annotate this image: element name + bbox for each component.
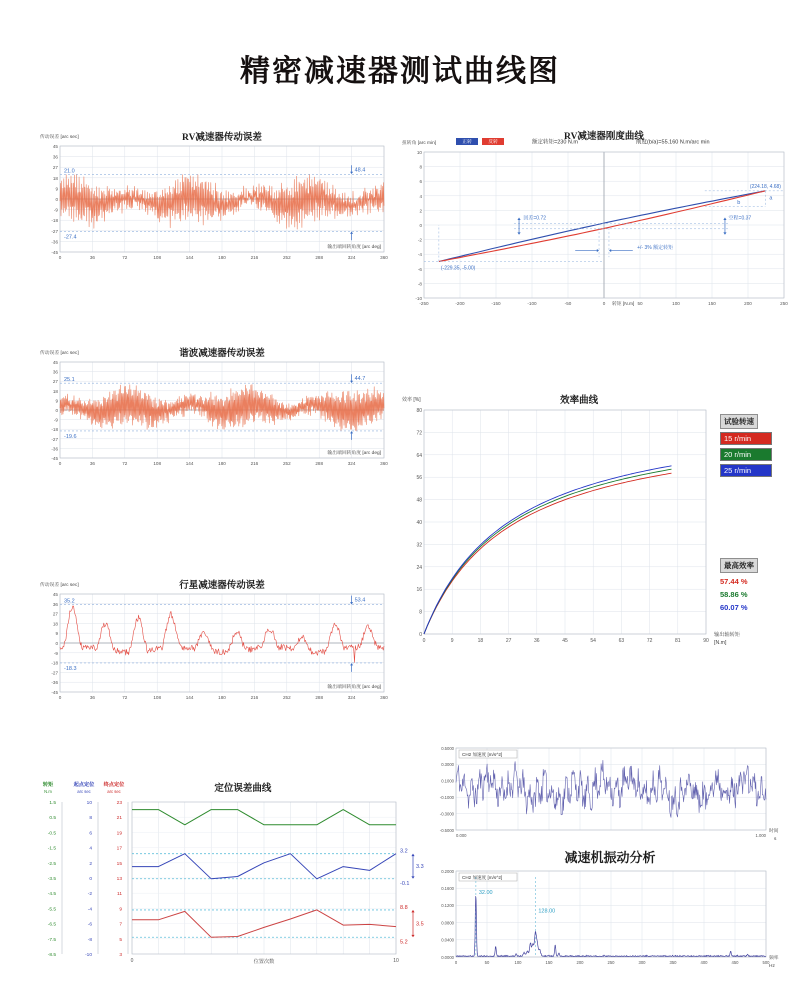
axis-tick: -2: [87, 892, 92, 898]
x-tick: 0: [130, 958, 134, 964]
axis-unit: arc sec: [77, 789, 91, 794]
axis-tick: -6.5: [47, 922, 56, 928]
x-tick: 288: [315, 695, 324, 700]
axis-tick: -0.5: [47, 831, 56, 837]
lower-envelope-value: -27.4: [64, 234, 77, 241]
x-tick: 216: [250, 695, 259, 700]
y-tick: -9: [53, 207, 58, 213]
x-end: 1.000: [755, 833, 766, 838]
axis-tick: -8: [87, 937, 92, 943]
y-axis-label: 传动误差 [arc sec]: [40, 583, 79, 588]
axis-tick: 0.5: [49, 816, 56, 822]
axis-tick: 23: [116, 801, 122, 806]
x-axis-label: 转矩 [N.m]: [612, 302, 635, 307]
axis-tick: -5.5: [47, 907, 56, 913]
x-tick: 200: [744, 301, 752, 306]
x-tick: 300: [638, 960, 646, 965]
chart-rv-transmission-error: [38, 130, 390, 278]
band-top-value: 8.8: [400, 904, 408, 911]
y-tick: -4: [417, 252, 422, 258]
y-tick: 27: [52, 379, 58, 385]
axis-unit: N.m: [44, 789, 52, 794]
x-start: 0.000: [456, 833, 467, 838]
axis-tick: 9: [119, 907, 122, 913]
x-tick: 0: [58, 255, 62, 260]
x-tick: 0: [422, 638, 426, 644]
y-tick: -36: [51, 239, 58, 245]
band-top-value: 3.2: [400, 848, 408, 855]
y-tick: 0.2000: [441, 868, 454, 874]
y-tick: -27: [51, 436, 58, 442]
max-eff-value-15rpm: 57.44 %: [720, 577, 748, 586]
upper-envelope-value: 25.1: [64, 377, 75, 384]
y-axis-label: 传动误差 [arc sec]: [40, 351, 79, 356]
chart-title: 行星减速器传动误差: [179, 581, 265, 591]
x-tick: 500: [762, 960, 770, 965]
chart-title: RV减速器刚度曲线: [564, 132, 644, 142]
upper-envelope-value: 21.0: [64, 168, 75, 175]
axis-tick: -1.5: [47, 846, 56, 852]
y-tick: 0.0800: [441, 920, 454, 926]
chart-title: 效率曲线: [560, 396, 599, 406]
x-tick: 108: [153, 695, 162, 700]
x-tick: 288: [315, 461, 324, 466]
y-tick: 56: [416, 475, 422, 482]
y-tick: 0.0000: [441, 954, 454, 960]
x-tick: 63: [618, 638, 625, 644]
axis-tick: 1.5: [49, 801, 56, 806]
y-tick: 8: [419, 164, 422, 170]
y-tick: 36: [52, 154, 58, 160]
y-tick: -27: [51, 670, 58, 676]
y-tick: -0.1000: [439, 795, 454, 800]
x-tick: 36: [89, 255, 95, 260]
x-tick: 252: [282, 461, 291, 466]
stiffness-text: 刚度(b/a)=55.160 N.m/arc min: [636, 139, 710, 146]
y-tick: 36: [52, 369, 58, 375]
y-tick: -18: [51, 218, 58, 224]
x-tick: 150: [545, 960, 553, 965]
x-tick: 216: [250, 255, 259, 260]
bracket-b-label: b: [737, 199, 741, 206]
y-tick: -27: [51, 228, 58, 234]
axis-tick: 17: [116, 846, 122, 852]
y-tick: 27: [52, 165, 58, 171]
total-error-value: 44.7: [354, 376, 366, 383]
y-tick: 2: [419, 208, 422, 214]
y-tick: 10: [416, 150, 422, 155]
legend-label: 正转: [462, 140, 472, 146]
x-tick: -50: [564, 301, 572, 306]
y-tick: 9: [55, 631, 58, 637]
chart-vibration-spectrum: [428, 863, 792, 975]
y-tick: 0: [55, 408, 58, 413]
x-tick: 144: [185, 695, 194, 700]
band-span-value: 3.3: [416, 864, 424, 871]
cursor-value: 128.00: [538, 908, 556, 915]
x-axis-label: 输出端回转角度 [arc deg]: [327, 245, 381, 250]
p-positioning-svg: [12, 778, 430, 976]
x-tick: 216: [250, 461, 259, 466]
x-axis-label: 输出端回转角度 [arc deg]: [327, 685, 381, 690]
x-tick: 144: [185, 255, 194, 260]
axis-tick: -6: [87, 922, 92, 928]
x-tick: 0: [58, 695, 62, 700]
x-tick: 360: [380, 695, 388, 700]
y-tick: 80: [416, 408, 422, 414]
x-tick: 36: [89, 461, 95, 466]
y-tick: 0.1600: [441, 886, 454, 891]
axis-tick: 2: [89, 861, 92, 867]
x-tick: 72: [646, 638, 653, 644]
y-tick: 0.1200: [441, 903, 454, 909]
y-tick: 4: [419, 193, 422, 199]
x-tick: -250: [419, 301, 429, 306]
chart-rv-stiffness-curve: [400, 130, 792, 318]
y-tick: 40: [416, 520, 422, 526]
y-tick: -2: [417, 237, 422, 243]
x-tick: 108: [153, 461, 162, 466]
y-tick: -0.5000: [439, 827, 454, 833]
x-axis-unit: Hz: [769, 964, 775, 969]
chart-vibration-time-domain: [428, 742, 792, 846]
x-tick: 180: [218, 255, 226, 260]
y-tick: 32: [416, 542, 422, 549]
lost-motion-label: 空程=0.37: [728, 215, 752, 222]
cursor-value: 32.00: [478, 890, 493, 897]
x-tick: 0: [454, 960, 458, 965]
channel-label: CH2 加速度 [m/s^2]: [462, 875, 503, 880]
x-tick: 324: [347, 695, 356, 700]
min-point-label: (-229.35, -5.00): [440, 265, 476, 272]
x-axis-label: 输出端回转角度 [arc deg]: [327, 451, 381, 456]
x-tick: 360: [380, 255, 388, 260]
axis-tick: 0: [89, 877, 92, 882]
x-tick: 324: [347, 255, 356, 260]
x-tick: 108: [153, 255, 162, 260]
axis-tick: 10: [86, 801, 92, 806]
x-tick: 252: [282, 255, 291, 260]
x-tick: -200: [455, 301, 465, 306]
y-tick: 6: [419, 179, 422, 185]
y-tick: 36: [52, 601, 58, 607]
x-axis-unit: [N.m]: [714, 640, 727, 646]
y-tick: -18: [51, 660, 58, 666]
lower-envelope-value: -18.3: [64, 665, 77, 672]
axis-tick: 5: [119, 937, 122, 943]
x-axis-label: 输出轴转矩: [714, 632, 740, 638]
x-tick: 50: [637, 301, 643, 306]
axis-tick: 19: [116, 831, 122, 837]
axis-tick: -10: [85, 953, 92, 958]
y-tick: 64: [416, 452, 422, 459]
axis-tick: -4: [87, 907, 92, 913]
y-tick: 45: [52, 144, 58, 149]
max-efficiency-title: 最高效率: [720, 558, 758, 573]
y-tick: -36: [51, 446, 58, 452]
y-tick: -18: [51, 427, 58, 433]
x-tick: -100: [527, 301, 537, 306]
y-axis-label: 扭转角 [arc min]: [402, 141, 437, 146]
total-error-value: 48.4: [354, 167, 366, 174]
y-tick: -9: [53, 417, 58, 423]
y-tick: 0.3000: [441, 762, 454, 768]
band-bottom-value: -0.1: [400, 880, 410, 887]
y-tick: 27: [52, 611, 58, 617]
y-tick: 24: [416, 564, 422, 571]
axis-tick: 6: [89, 831, 92, 837]
x-axis-label: 时间: [769, 829, 779, 834]
axis-title: 起点定位: [73, 782, 95, 788]
x-tick: 350: [669, 960, 677, 965]
x-tick: 288: [315, 255, 324, 260]
y-tick: 18: [52, 621, 58, 627]
y-axis-label: 效率 [%]: [402, 397, 421, 403]
axis-tick: 21: [116, 816, 122, 822]
x-axis-label: 位置次数: [253, 959, 275, 965]
legend-item-15rpm: 15 r/min: [720, 432, 772, 445]
x-tick: 10: [393, 958, 399, 964]
y-tick: 45: [52, 360, 58, 365]
y-tick: -45: [51, 456, 58, 461]
x-tick: 36: [534, 638, 540, 644]
y-tick: 16: [416, 587, 422, 594]
axis-tick: 3: [119, 953, 122, 958]
x-tick: 27: [505, 638, 512, 644]
rated-band-label: +/- 3% 额定转矩: [637, 245, 674, 252]
p-spectrum-svg: [428, 863, 792, 975]
x-tick: -150: [491, 301, 501, 306]
axis-tick: -3.5: [47, 877, 56, 882]
legend-title: 试验转速: [720, 414, 758, 429]
x-tick: 180: [218, 461, 226, 466]
x-axis-unit: s: [774, 837, 777, 842]
p-planetary-error-svg: [38, 578, 390, 718]
x-tick: 45: [562, 638, 568, 644]
y-tick: 72: [416, 430, 422, 437]
chart-planetary-transmission-error: [38, 578, 390, 718]
y-tick: -0.3000: [439, 811, 454, 817]
axis-unit: arc sec: [107, 789, 121, 794]
axis-tick: -2.5: [47, 861, 56, 867]
x-tick: 252: [282, 695, 291, 700]
x-tick: 144: [185, 461, 194, 466]
y-tick: 48: [416, 497, 422, 504]
y-tick: 0.0400: [441, 937, 454, 943]
page-title: 精密减速器测试曲线图: [240, 55, 560, 88]
y-tick: 9: [55, 186, 58, 192]
axis-tick: 4: [89, 846, 92, 852]
x-tick: 9: [450, 638, 454, 644]
y-tick: 9: [55, 398, 58, 404]
upper-envelope-value: 35.2: [64, 598, 75, 605]
x-tick: 100: [514, 960, 522, 965]
band-bottom-value: 5.2: [400, 939, 408, 946]
x-tick: 50: [484, 960, 490, 965]
x-tick: 54: [590, 638, 596, 644]
x-tick: 90: [703, 638, 709, 644]
chart-efficiency-curve: [400, 392, 792, 668]
x-tick: 0: [58, 461, 62, 466]
axis-title: 转矩: [42, 782, 54, 788]
axis-tick: -4.5: [47, 892, 56, 898]
y-tick: 0: [55, 197, 58, 202]
y-tick: -45: [51, 690, 58, 695]
legend-item-20rpm: 20 r/min: [720, 448, 772, 461]
axis-tick: 11: [117, 892, 122, 898]
legend-item-25rpm: 25 r/min: [720, 464, 772, 477]
y-tick: -9: [53, 650, 58, 656]
x-tick: 400: [700, 960, 708, 965]
max-point-label: (224.18, 4.68): [749, 183, 781, 190]
x-tick: 450: [731, 960, 739, 965]
x-tick: 150: [708, 301, 716, 306]
rated-torque-text: 额定转矩=230 N.m: [532, 139, 578, 146]
y-tick: -8: [417, 281, 422, 287]
p-rv-error-svg: [38, 130, 390, 278]
x-axis-label: 频率: [769, 956, 779, 961]
y-tick: 8: [419, 609, 422, 616]
y-tick: 0: [419, 632, 422, 638]
x-tick: 200: [576, 960, 584, 965]
y-tick: 18: [52, 175, 58, 181]
y-tick: -36: [51, 680, 58, 686]
x-tick: 72: [122, 695, 128, 700]
bracket-a-label: a: [769, 195, 773, 202]
chart-title: 谐波减速器传动误差: [179, 349, 265, 359]
max-eff-value-25rpm: 60.07 %: [720, 603, 748, 612]
y-tick: -6: [417, 266, 422, 272]
axis-tick: 7: [119, 922, 122, 928]
axis-tick: -7.5: [47, 937, 56, 943]
p-vib-time-svg: [428, 742, 792, 846]
x-tick: 360: [380, 461, 388, 466]
chart-positioning-error: [12, 778, 430, 976]
p-efficiency-svg: [400, 392, 792, 668]
x-tick: 0: [602, 301, 606, 306]
channel-label: CH2 加速度 [m/s^2]: [462, 752, 503, 757]
y-tick: 0: [55, 641, 58, 646]
legend-label: 反转: [488, 140, 498, 146]
y-tick: 45: [52, 592, 58, 597]
x-tick: 324: [347, 461, 356, 466]
y-tick: -10: [415, 296, 422, 301]
total-error-value: 53.4: [354, 597, 366, 604]
axis-tick: -8.5: [47, 953, 56, 958]
y-tick: 18: [52, 388, 58, 394]
lower-envelope-value: -19.6: [64, 433, 77, 440]
axis-tick: 15: [116, 861, 122, 867]
p-rv-stiffness-svg: [400, 130, 792, 318]
axis-tick: 8: [89, 816, 92, 822]
y-tick: -45: [51, 250, 58, 255]
axis-tick: 13: [116, 877, 122, 882]
x-tick: 180: [218, 695, 226, 700]
backlash-label: 回差=0.72: [523, 215, 547, 222]
max-eff-value-20rpm: 58.86 %: [720, 590, 748, 599]
vibration-section-title: 减速机振动分析: [564, 850, 656, 865]
x-tick: 100: [672, 301, 680, 306]
p-harmonic-error-svg: [38, 346, 390, 484]
y-tick: 0: [419, 223, 422, 228]
x-tick: 250: [607, 960, 615, 965]
chart-harmonic-transmission-error: [38, 346, 390, 484]
x-tick: 72: [122, 461, 128, 466]
x-tick: 250: [780, 301, 788, 306]
y-axis-label: 传动误差 [arc sec]: [40, 135, 79, 140]
y-tick: 0.1000: [441, 778, 454, 784]
chart-title: RV减速器传动误差: [182, 133, 262, 143]
chart-title: 定位误差曲线: [214, 784, 272, 794]
band-span-value: 3.5: [416, 921, 424, 928]
x-tick: 81: [675, 638, 681, 644]
axis-title: 终点定位: [103, 782, 125, 788]
x-tick: 18: [477, 638, 484, 644]
y-tick: 0.5000: [441, 745, 454, 751]
x-tick: 72: [122, 255, 128, 260]
x-tick: 36: [89, 695, 95, 700]
